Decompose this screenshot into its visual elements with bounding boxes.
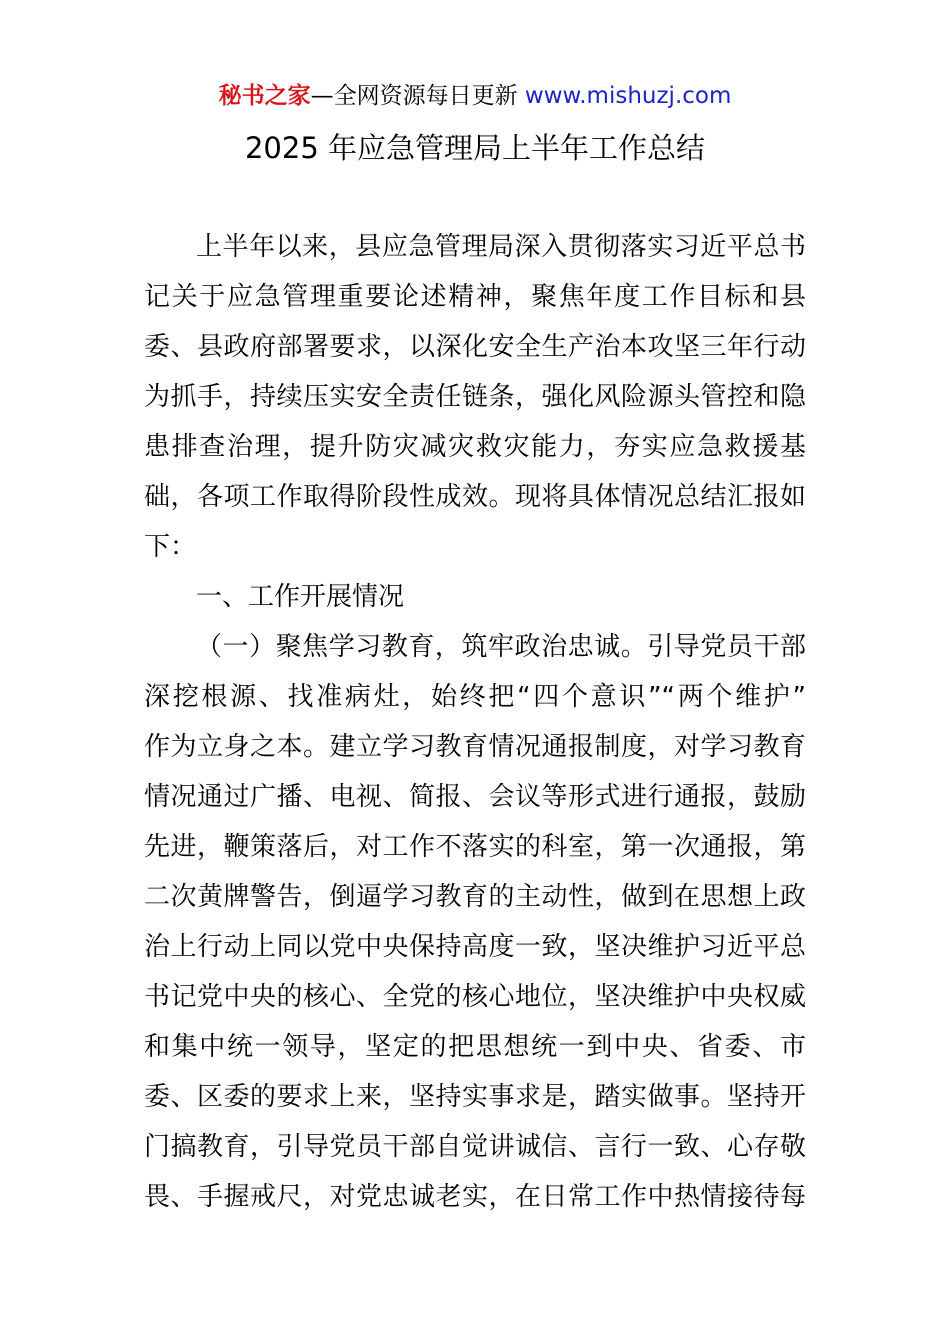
paragraph-line: 和集中统一领导，坚定的把思想统一到中央、省委、市 [144, 1032, 806, 1062]
paragraph-line: 治上行动上同以党中央保持高度一致，坚决维护习近平总 [144, 932, 806, 962]
paragraph-line: 患排查治理，提升防灾减灾救灾能力，夯实应急救援基 [144, 432, 806, 462]
paragraph-line: 上半年以来，县应急管理局深入贯彻落实习近平总书 [196, 232, 806, 262]
document-title: 2025 年应急管理局上半年工作总结 [244, 131, 706, 165]
site-header [0, 80, 950, 112]
paragraph-line: 书记党中央的核心、全党的核心地位，坚决维护中央权威 [144, 982, 806, 1012]
paragraph-line: 下： [144, 532, 197, 562]
paragraph-line: （一）聚焦学习教育，筑牢政治忠诚。引导党员干部 [196, 632, 806, 662]
paragraph-line: 门搞教育，引导党员干部自觉讲诚信、言行一致、心存敬 [144, 1132, 806, 1162]
section-heading: 一、工作开展情况 [196, 582, 405, 612]
site-url-link[interactable]: www.mishuzj.com [524, 83, 732, 109]
paragraph-line: 作为立身之本。建立学习教育情况通报制度，对学习教育 [144, 732, 806, 762]
paragraph-line: 深挖根源、找准病灶，始终把“四个意识”“两个维护” [144, 682, 806, 712]
paragraph-line: 二次黄牌警告，倒逼学习教育的主动性，做到在思想上政 [144, 882, 806, 912]
paragraph-line: 记关于应急管理重要论述精神，聚焦年度工作目标和县 [144, 282, 806, 312]
paragraph-line: 先进，鞭策落后，对工作不落实的科室，第一次通报，第 [144, 832, 806, 862]
paragraph-line: 为抓手，持续压实安全责任链条，强化风险源头管控和隐 [144, 382, 806, 412]
paragraph-line: 情况通过广播、电视、简报、会议等形式进行通报，鼓励 [144, 782, 806, 812]
paragraph-line: 委、县政府部署要求，以深化安全生产治本攻坚三年行动 [144, 332, 806, 362]
paragraph-line: 畏、手握戒尺，对党忠诚老实，在日常工作中热情接待每 [144, 1182, 806, 1212]
paragraph-line: 委、区委的要求上来，坚持实事求是，踏实做事。坚持开 [144, 1082, 806, 1112]
header-tagline: —全网资源每日更新 [310, 83, 525, 109]
paragraph-line: 础，各项工作取得阶段性成效。现将具体情况总结汇报如 [144, 482, 806, 512]
brand-name: 秘书之家 [218, 83, 311, 109]
